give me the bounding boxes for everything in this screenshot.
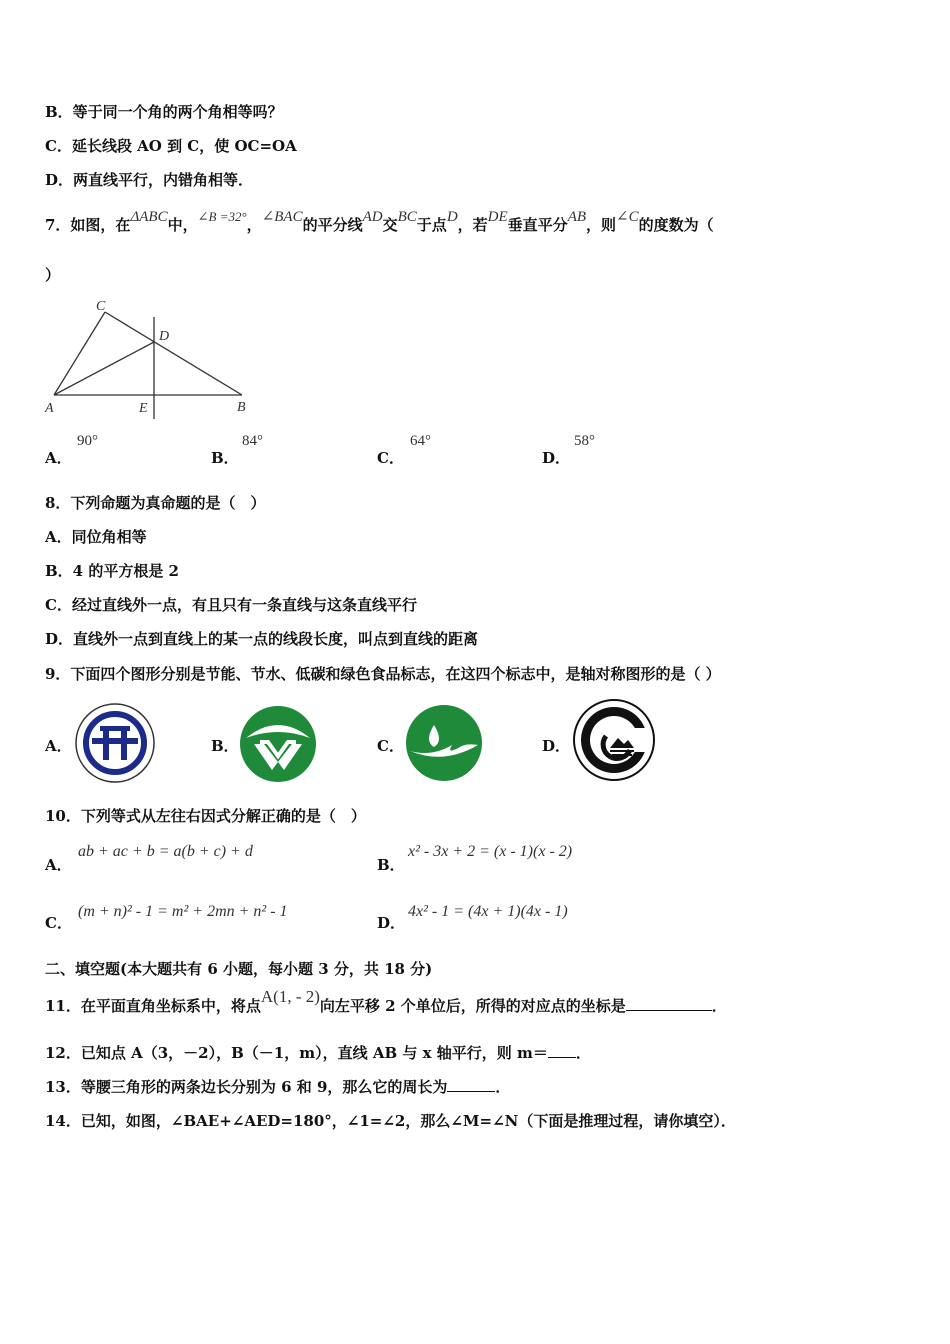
q7-option-a[interactable] [45, 447, 72, 468]
q13-answer-blank[interactable] [447, 1091, 495, 1092]
label-e: E [139, 401, 148, 416]
q10-option-d-formula: 4x² - 1 = (4x + 1)(4x - 1) [408, 903, 568, 920]
q7-text: 交 [382, 216, 398, 234]
green-food-logo-icon [572, 698, 656, 782]
q7-prefix: 7．如图，在 [45, 216, 131, 234]
q7-text: 的度数为（ [638, 216, 714, 234]
q7-option-b[interactable] [211, 447, 239, 468]
segment-cb [105, 312, 242, 395]
q7-option-d-value: 58° [574, 433, 595, 449]
q10-stem: 10．下列等式从左往右因式分解正确的是（ ） [45, 807, 366, 825]
q6-option-c: C．延长线段 AO 到 C，使 OC=OA [45, 137, 297, 155]
q7-d: D [446, 209, 458, 225]
water-saving-logo-icon [238, 704, 318, 784]
q11-stem [45, 987, 727, 1016]
q13-stem [45, 1077, 510, 1097]
segment-ac [54, 312, 105, 395]
q10-option-c-formula: (m + n)² - 1 = m² + 2mn + n² - 1 [78, 903, 288, 920]
q7-stem [45, 209, 714, 236]
q7-option-d[interactable] [542, 447, 570, 468]
q7-close-paren: ） [45, 266, 61, 284]
q8-option-d[interactable]: D．直线外一点到直线上的某一点的线段长度，叫点到直线的距离 [45, 630, 479, 648]
q8-option-a[interactable]: A．同位角相等 [45, 528, 147, 546]
q11-point: A(1, - 2) [260, 987, 320, 1006]
label-c: C [96, 299, 106, 314]
q7-triangle: ΔABC [130, 209, 168, 225]
q11-end: ． [711, 997, 727, 1015]
q7-text: 于点 [416, 216, 447, 234]
option-letter: D． [542, 449, 571, 467]
q7-bc: BC [397, 209, 417, 225]
q9-option-a[interactable]: A． [45, 737, 72, 755]
q9-option-d[interactable]: D． [542, 737, 571, 755]
option-letter: B． [211, 449, 239, 467]
q10-option-a[interactable]: A． [45, 856, 72, 874]
q10-option-c[interactable]: C． [45, 914, 72, 932]
q7-text: ， [246, 216, 262, 234]
q12-text: 12．已知点 A（3，－2），B（－1，m），直线 AB 与 x 轴平行，则 m＝ [45, 1044, 548, 1062]
q12-answer-blank[interactable] [548, 1057, 576, 1058]
label-b: B [237, 400, 246, 415]
q6-option-d: D．两直线平行，内错角相等． [45, 171, 254, 189]
q7-option-c[interactable] [377, 447, 404, 468]
option-letter: A． [45, 449, 72, 467]
q7-angle-c: ∠C [616, 209, 639, 225]
q6-option-b: B．等于同一个角的两个角相等吗？ [45, 103, 283, 121]
q13-text: 13．等腰三角形的两条边长分别为 6 和 9，那么它的周长为 [45, 1078, 448, 1096]
q11-answer-blank[interactable] [626, 1010, 712, 1011]
q12-stem [45, 1043, 591, 1063]
segment-ad [54, 342, 154, 395]
q7-text: 的平分线 [302, 216, 363, 234]
q10-option-b[interactable]: B． [377, 856, 405, 874]
label-d: D [159, 329, 170, 344]
q8-option-c[interactable]: C．经过直线外一点，有且只有一条直线与这条直线平行 [45, 596, 417, 614]
q8-option-b[interactable]: B．4 的平方根是 2 [45, 562, 179, 580]
q9-option-b[interactable]: B． [211, 737, 239, 755]
triangle-figure [40, 295, 265, 425]
q7-text: 中， [167, 216, 198, 234]
q11-suffix: 向左平移 2 个单位后，所得的对应点的坐标是 [319, 997, 626, 1015]
q8-stem: 8．下列命题为真命题的是（ ） [45, 494, 266, 512]
q7-option-b-value: 84° [242, 433, 263, 449]
section-2-heading: 二、填空题(本大题共有 6 小题，每小题 3 分，共 18 分) [45, 960, 433, 978]
q7-de: DE [487, 209, 508, 225]
q7-angle-bac: ∠BAC [261, 209, 303, 225]
option-letter: C． [377, 449, 404, 467]
q7-option-a-value: 90° [77, 433, 98, 449]
q7-ab: AB [567, 209, 587, 225]
q7-ad: AD [362, 209, 383, 225]
energy-saving-logo-icon [74, 702, 156, 784]
q7-text: 垂直平分 [507, 216, 568, 234]
q13-end: ． [495, 1078, 511, 1096]
q9-stem: 9．下面四个图形分别是节能、节水、低碳和绿色食品标志，在这四个标志中，是轴对称图形的是（ ） [45, 665, 721, 683]
q14-stem: 14．已知，如图，∠BAE+∠AED=180°，∠1=∠2，那么∠M=∠N（下面是推理过程，请你填空）． [45, 1112, 736, 1130]
q12-end: ． [575, 1044, 591, 1062]
q10-option-b-formula: x² - 3x + 2 = (x - 1)(x - 2) [408, 843, 573, 860]
q7-angle-b: ∠B =32° [197, 209, 247, 224]
q7-option-c-value: 64° [410, 433, 431, 449]
low-carbon-logo-icon [404, 703, 484, 783]
q9-option-c[interactable]: C． [377, 737, 404, 755]
q10-option-a-formula: ab + ac + b = a(b + c) + d [78, 843, 253, 860]
label-a: A [45, 401, 54, 416]
q7-text: ，则 [586, 216, 617, 234]
q7-text: ，若 [457, 216, 488, 234]
q11-prefix: 11．在平面直角坐标系中，将点 [45, 997, 261, 1015]
q10-option-d[interactable]: D． [377, 914, 406, 932]
